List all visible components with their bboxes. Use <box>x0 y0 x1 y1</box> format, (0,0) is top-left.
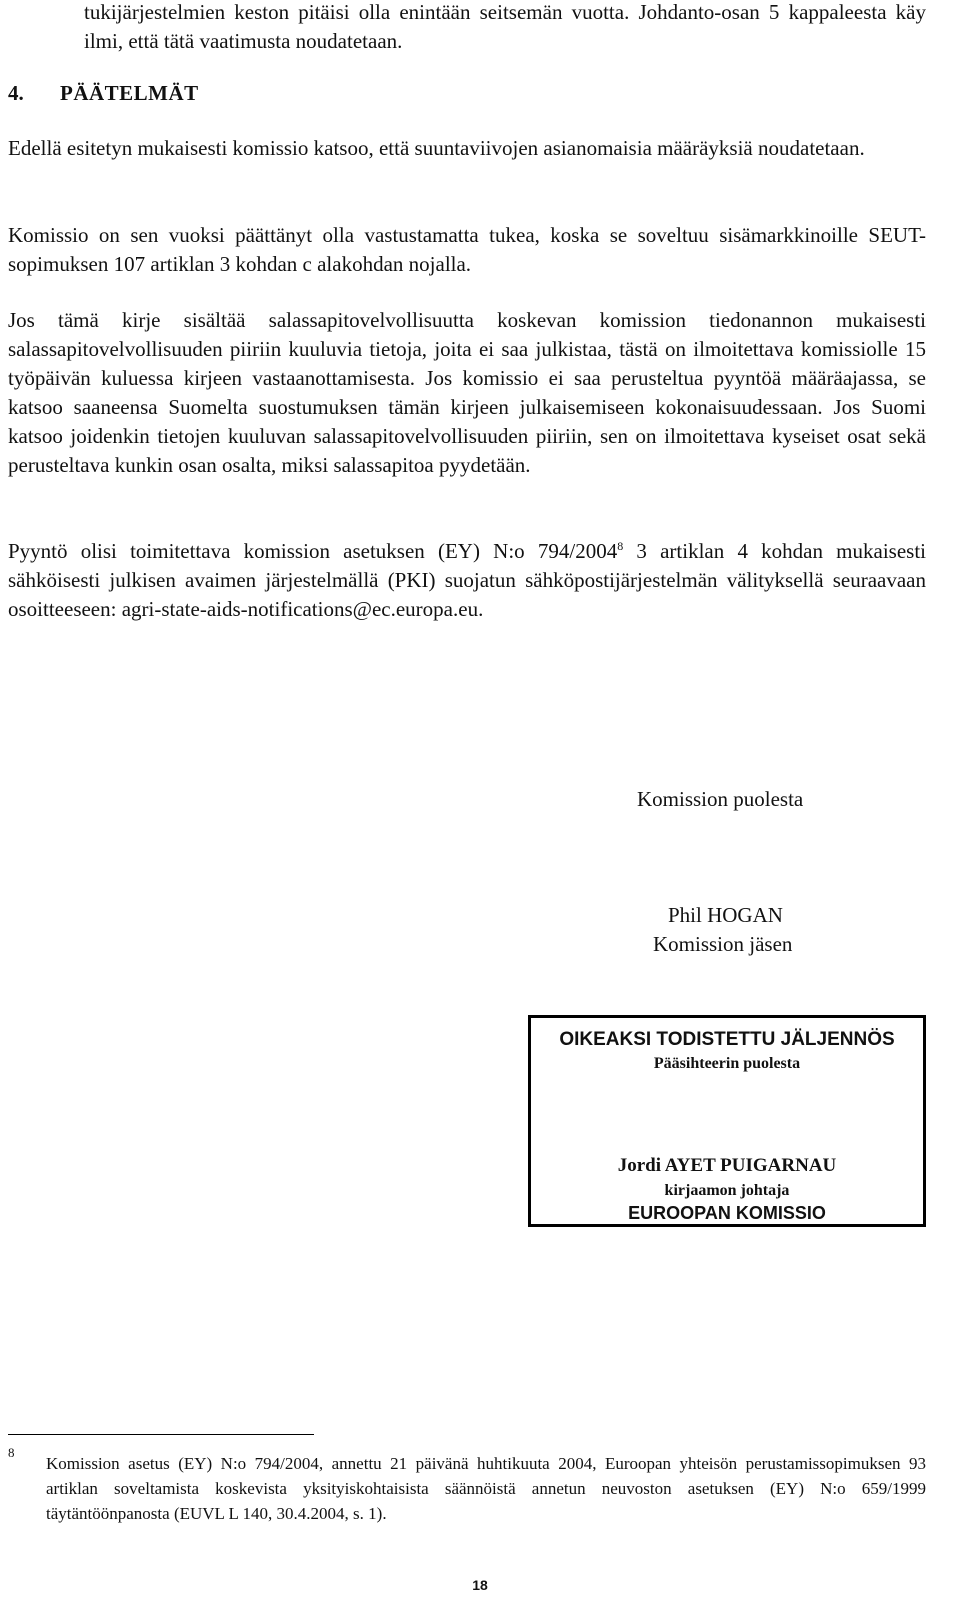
certified-copy-stamp <box>528 1015 926 1227</box>
section-number: 4. <box>8 81 24 105</box>
request-text-end: 3 artiklan 4 kohdan mukaisesti sähköisesti julkisen avaimen järjestelmällä (PKI) suojatun sähköpostijärjestelmän välityksellä seuraavaan osoitteeseen: agri-state-aids-notifications@ec.europa.eu. <box>8 539 926 621</box>
paragraph-request <box>8 537 926 624</box>
request-text-start: Pyyntö olisi toimitettava komission asetuksen (EY) N:o 794/2004 <box>8 539 618 563</box>
signatory-name: Phil HOGAN <box>668 903 783 927</box>
paragraph-confidentiality: Jos tämä kirje sisältää salassapitovelvollisuutta koskevan komission tiedonannon mukaisesti salassapitovelvollisuuden piiriin kuuluvia tietoja, joita ei saa julkistaa, tästä on ilmoitettava komissiolle 15 työpäivän kuluessa kirjeen vastaanottamisesta. Jos komissio ei saa perusteltua pyyntöä määräajassa, se katsoo saaneensa Suomelta suostumuksen tämän kirjeen julkaisemiseen kokonaisuudessaan. Jos Suomi katsoo joidenkin tietojen kuuluvan salassapitovelvollisuuden piiriin, sen on ilmoitettava kyseiset osat sekä perusteltava kunkin osan osalta, miksi salassapitoa pyydetään. <box>8 308 926 477</box>
stamp-organization: EUROOPAN KOMISSIO <box>628 1203 826 1223</box>
stamp-signatory-role: kirjaamon johtaja <box>664 1182 790 1199</box>
footnote-divider <box>8 1434 314 1435</box>
paragraph-conclusion: Edellä esitetyn mukaisesti komissio katsoo, että suuntaviivojen asianomaisia määräyksiä noudatetaan. <box>8 136 865 160</box>
intro-continuation: tukijärjestelmien keston pitäisi olla enintään seitsemän vuotta. Johdanto-osan 5 kappaleesta käy ilmi, että tätä vaatimusta noudatetaan. <box>84 0 926 53</box>
section-heading <box>8 79 199 108</box>
stamp-title: OIKEAKSI TODISTETTU JÄLJENNÖS <box>559 1029 895 1050</box>
footnote-text: Komission asetus (EY) N:o 794/2004, annettu 21 päivänä huhtikuuta 2004, Euroopan yhteisön perustamissopimuksen 93 artiklan soveltamista koskevista yksityiskohtaisista säännöistä annetun neuvoston asetuksen (EY) N:o 659/1999 täytäntöönpanosta (EUVL L 140, 30.4.2004, s. 1). <box>46 1454 926 1523</box>
footnote-reference: 8 <box>617 539 624 553</box>
signature-on-behalf: Komission puolesta <box>637 787 804 811</box>
page-number: 18 <box>472 1577 488 1593</box>
paragraph-decision: Komissio on sen vuoksi päättänyt olla vastustamatta tukea, koska se soveltuu sisämarkkinoille SEUT-sopimuksen 107 artiklan 3 kohdan c alakohdan nojalla. <box>8 223 926 276</box>
stamp-signatory-name: Jordi AYET PUIGARNAU <box>617 1155 837 1176</box>
section-title: PÄÄTELMÄT <box>60 81 199 105</box>
stamp-on-behalf: Pääsihteerin puolesta <box>653 1055 801 1072</box>
footnote-marker: 8 <box>8 1445 15 1460</box>
signatory-role: Komission jäsen <box>653 932 793 956</box>
